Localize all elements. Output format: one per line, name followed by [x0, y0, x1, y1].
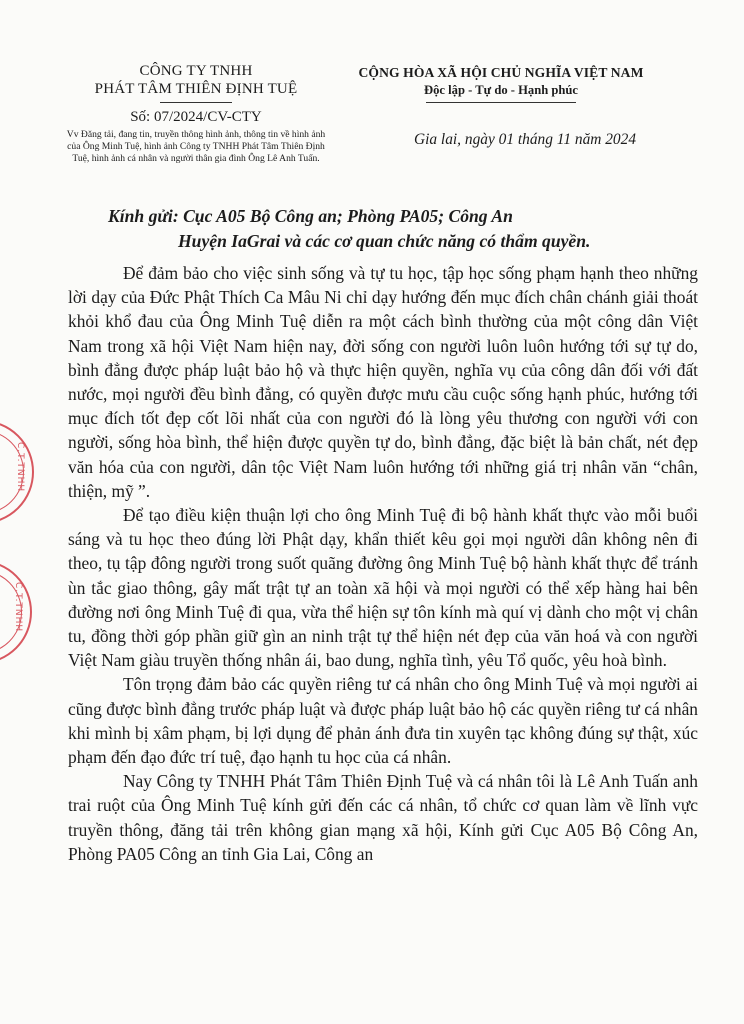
- national-motto: Độc lập - Tự do - Hạnh phúc: [424, 83, 578, 97]
- stamp-text: C.T.TNHH: [13, 582, 23, 633]
- letter-body: [68, 261, 698, 866]
- document-date: Gia lai, ngày 01 tháng 11 năm 2024: [414, 131, 637, 148]
- company-name-line1: CÔNG TY TNHH: [139, 63, 253, 79]
- body-paragraph-2: Để tạo điều kiện thuận lợi cho ông Minh Tuệ đi bộ hành khất thực vào mỗi buổi sáng và tu học theo đúng lời Phật dạy, khẩn thiết kêu gọi mọi người dân không nên đi theo, tụ tập đông người trong suốt quãng đường ông Minh Tuệ bộ hành khất thực để tránh ùn tắc giao thông, gây mất trật tự an toàn xã hội và mọi người có thể xếp hàng hai bên đường nơi ông Minh Tuệ đi qua, vừa thể hiện sự tôn kính mà quí vị dành cho một vị chân tu, đồng thời góp phần giữ gìn an ninh trật tự thể hiện nét đẹp của văn hoá và con người Việt Nam giàu truyền thống nhân ái, bao dung, nghĩa tình, yêu Tổ quốc, yêu hoà bình.: [68, 505, 698, 671]
- recipient-line-2: Huyện IaGrai và các cơ quan chức năng có thẩm quyền.: [178, 231, 591, 251]
- nation-title: CỘNG HÒA XÃ HỘI CHỦ NGHĨA VIỆT NAM: [358, 65, 644, 80]
- recipient-block: [108, 204, 708, 254]
- body-paragraph-4: Nay Công ty TNHH Phát Tâm Thiên Định Tuệ và cá nhân tôi là Lê Anh Tuấn anh trai ruột của Ông Minh Tuệ kính gửi đến các cá nhân, tổ chức cơ quan làm về lĩnh vực truyền thông, đăng tải trên không gian mạng xã hội, Kính gửi Cục A05 Bộ Công An, Phòng PA05 Công an tỉnh Gia Lai, Công an: [68, 771, 698, 864]
- company-name-line2: PHÁT TÂM THIÊN ĐỊNH TUỆ: [94, 81, 298, 97]
- stamp-text: C.T.TNHH: [15, 442, 25, 493]
- motto-underline: [426, 102, 576, 103]
- document-number: Số: 07/2024/CV-CTY: [130, 109, 262, 125]
- recipient-line-1: Kính gửi: Cục A05 Bộ Công an; Phòng PA05; Công An: [108, 206, 513, 226]
- document-subject: Vv Đăng tải, đang tin, truyền thông hình ảnh, thông tin về hình ảnh của Ông Minh Tuệ, hình ảnh Công ty TNHH Phát Tâm Thiên Định Tuệ, hình ảnh cá nhân và người thân gia đình Ông Lê Anh Tuấn.: [66, 129, 326, 165]
- red-seal-stamp: [0, 420, 34, 524]
- body-paragraph-1: Để đảm bảo cho việc sinh sống và tự tu học, tập học sống phạm hạnh theo những lời dạy của Đức Phật Thích Ca Mâu Ni chỉ dạy hướng đến mục đích chân chánh giải thoát khỏi khổ đau của Ông Minh Tuệ diễn ra một cách bình thường của một công dân Việt Nam trong xã hội Việt Nam hiện nay, đời sống con người luôn luôn hướng tới sự tự do, bình đẳng được pháp luật bảo hộ và thực hiện quyền, nghĩa vụ của công dân đối với đất nước, mọi người đều bình đẳng, có quyền được mưu cầu cuộc sống hạnh phúc, hướng tới mục đích tốt đẹp cốt lõi nhất của con người đó là lòng yêu thương con người với con người, sống hòa bình, thể hiện được quyền tự do, bình đẳng, đặc biệt là bản chất, nét đẹp văn hóa của con người, dân tộc Việt Nam luôn hướng tới những giá trị nhân văn “chân, thiện, mỹ ”.: [68, 263, 698, 501]
- red-seal-stamp: [0, 560, 32, 664]
- body-paragraph-3: Tôn trọng đảm bảo các quyền riêng tư cá nhân cho ông Minh Tuệ và mọi người ai cũng được bình đẳng trước pháp luật và được pháp luật bảo hộ các quyền riêng tư cá nhân khi mình bị xâm phạm, bị lợi dụng để phản ánh đưa tin xuyên tạc không đúng sự thật, xúc phạm đến đạo đức trí tuệ, đạo hạnh tu học của cá nhân.: [68, 674, 698, 768]
- national-header: [336, 64, 666, 103]
- company-header: [56, 62, 336, 166]
- company-underline: [160, 102, 232, 103]
